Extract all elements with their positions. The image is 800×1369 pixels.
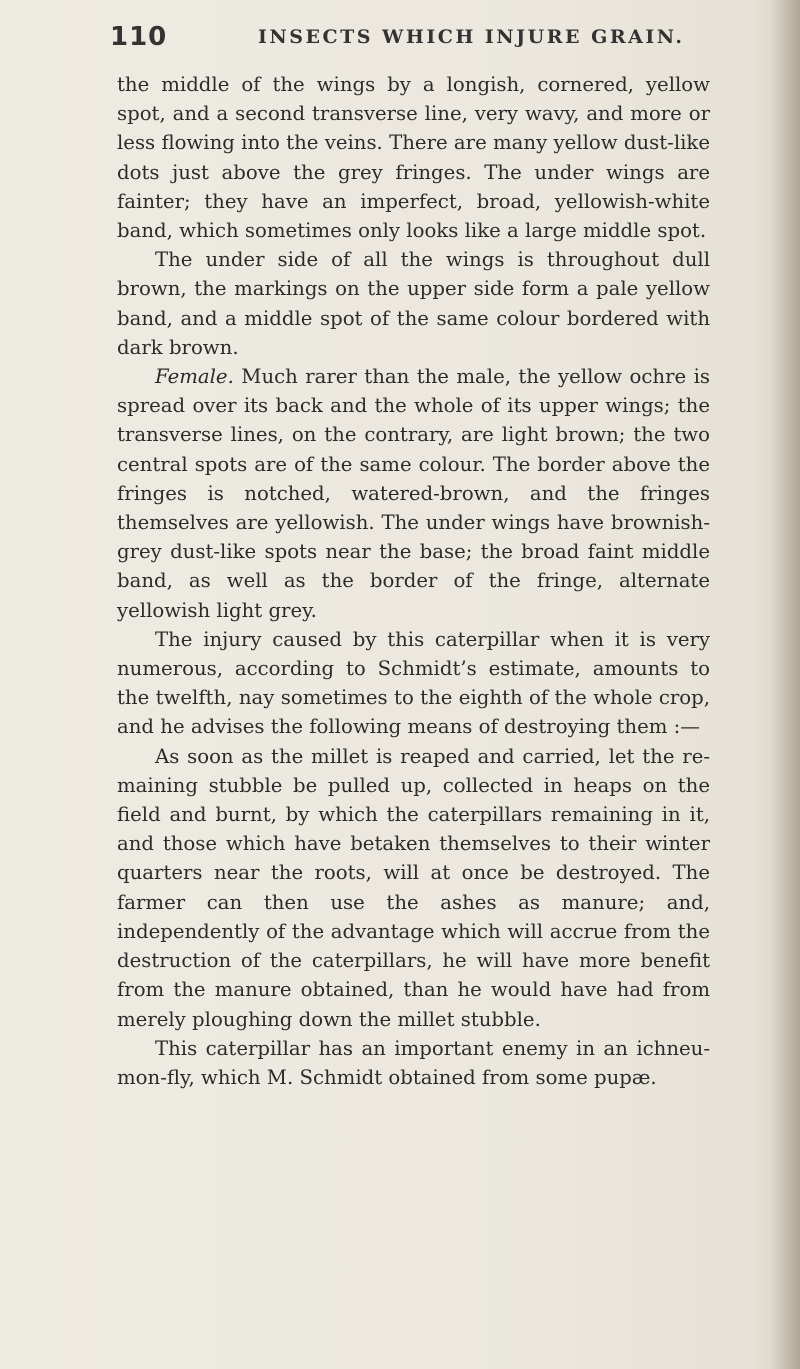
paragraph: This caterpillar has an important enemy in an ichneu-mon-fly, which M. Schmidt obtained from some pupæ. — [117, 1036, 710, 1089]
body-text — [117, 70, 710, 1092]
paragraph-text: Much rarer than the male, the yellow ochre is spread over its back and the whole of its upper wings; the transverse lines, on the contrary, are light brown; the two central spots are of the same colour. The border above the fringes is notched, watered-brown, and the fringes themselves are yellowish. The under wings have brownish-grey dust-like spots near the base; the broad faint middle band, as well as the border of the fringe, alternate yellowish light grey. — [117, 365, 710, 622]
running-title: INSECTS WHICH INJURE GRAIN. — [258, 26, 685, 48]
paragraph: the middle of the wings by a longish, cornered, yellow spot, and a second transverse line, very wavy, and more or less flowing into the veins. There are many yellow dust-like dots just above the grey fringes. The under wings are fainter; they have an imperfect, broad, yellowish-white band, which sometimes only looks like a large middle spot. — [117, 73, 710, 243]
paragraph: As soon as the millet is reaped and carried, let the re-maining stubble be pulled up, collected in heaps on the field and burnt, by which the caterpillars remaining in it, and those which have betaken themselves to their winter quarters near the roots, will at once be destroyed. The farmer can then use the ashes as manure; and, independently of the advantage which will accrue from the destruction of the caterpillars, he will have more benefit from the manure obtained, than he would have had from merely ploughing down the millet stubble. — [117, 744, 710, 1031]
paragraph — [117, 362, 710, 625]
page-header — [110, 22, 710, 62]
paragraph: The under side of all the wings is throughout dull brown, the markings on the upper side form a pale yellow band, and a middle spot of the same colour bordered with dark brown. — [117, 248, 710, 359]
page-edge-shadow — [770, 0, 800, 1369]
page-number: 110 — [110, 22, 168, 52]
paragraph: The injury caused by this caterpillar when it is very numerous, according to Schmidt’s estimate, amounts to the twelfth, nay sometimes to the eighth of the whole crop, and he advises the following means of destroying them :— — [117, 627, 710, 739]
paragraph-lead-italic: Female. — [155, 365, 234, 389]
